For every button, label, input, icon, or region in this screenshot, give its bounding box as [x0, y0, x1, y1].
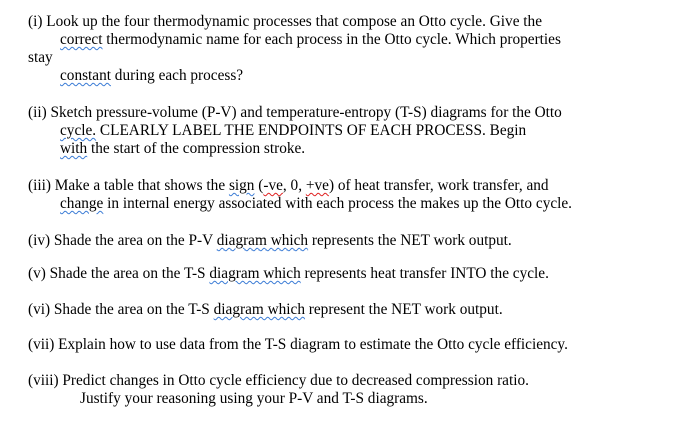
- q6-line: [28, 301, 503, 319]
- q2-text-2: CLEARLY LABEL THE ENDPOINTS OF EACH PROCESS. Begin: [96, 122, 527, 139]
- spelling-mark-minus-ve[interactable]: -ve: [263, 177, 283, 194]
- grammar-mark-diagram-which[interactable]: diagram which: [209, 265, 301, 282]
- grammar-mark-change[interactable]: change: [60, 195, 104, 212]
- q6-text-b: represent the NET work output.: [304, 301, 503, 318]
- q3-text-1d: ) of heat transfer, work transfer, and: [328, 177, 549, 194]
- q1-text-1: (i) Look up the four thermodynamic processes that compose an Otto cycle. Give the: [28, 13, 542, 30]
- q5-line: [28, 265, 549, 283]
- grammar-mark-diagram-which[interactable]: diagram which: [216, 232, 309, 249]
- q8-text-2: Justify your reasoning using your P-V and T-S diagrams.: [80, 390, 428, 407]
- q3-line-2: [60, 195, 572, 213]
- q2-line-1: [28, 104, 562, 122]
- q2-line-3: [60, 140, 305, 158]
- grammar-mark-correct[interactable]: correct: [60, 31, 103, 48]
- q1-line-1: [28, 13, 542, 31]
- q4-text-a: (iv) Shade the area on the P-V: [28, 232, 217, 249]
- q4-text-b: represents the NET work output.: [308, 232, 512, 249]
- q3-line-1: [28, 177, 549, 195]
- q3-text-1c: , 0,: [282, 177, 306, 194]
- spelling-mark-plus-ve[interactable]: +ve: [305, 177, 329, 194]
- q3-text-2: in internal energy associated with each process the makes up the Otto cycle.: [103, 195, 572, 212]
- q1-line-2: [60, 31, 561, 49]
- grammar-mark-sign[interactable]: sign: [228, 177, 255, 194]
- grammar-mark-diagram-which[interactable]: diagram which: [213, 301, 305, 318]
- grammar-mark-cycle[interactable]: cycle.: [60, 122, 97, 139]
- q7-text: (vii) Explain how to use data from the T-S diagram to estimate the Otto cycle efficiency.: [28, 336, 568, 353]
- q5-text-a: (v) Shade the area on the T-S: [28, 265, 210, 282]
- q2-line-2: [60, 122, 526, 140]
- grammar-mark-constant[interactable]: constant: [60, 67, 111, 84]
- q1-text-4: during each process?: [110, 67, 244, 84]
- q4-line: [28, 232, 512, 250]
- q1-line-4: [60, 67, 243, 85]
- q5-text-b: represents heat transfer INTO the cycle.: [300, 265, 549, 282]
- q8-line-1: [28, 372, 529, 390]
- q3-text-1b: (: [254, 177, 264, 194]
- q6-text-a: (vi) Shade the area on the T-S: [28, 301, 214, 318]
- q2-text-1: (ii) Sketch pressure-volume (P-V) and temperature-entropy (T-S) diagrams for the Otto: [28, 104, 562, 121]
- q1-text-2: thermodynamic name for each process in the Otto cycle. Which properties: [102, 31, 561, 48]
- q7-line: [28, 336, 568, 354]
- q2-text-3: the start of the compression stroke.: [87, 140, 306, 157]
- grammar-mark-with[interactable]: with: [60, 140, 88, 157]
- q1-text-3: stay: [28, 49, 53, 66]
- q1-line-3: [28, 49, 53, 67]
- q8-line-2: [80, 390, 428, 408]
- q3-text-1a: (iii) Make a table that shows the: [28, 177, 229, 194]
- q8-text-1: (viii) Predict changes in Otto cycle efficiency due to decreased compression ratio.: [28, 372, 529, 389]
